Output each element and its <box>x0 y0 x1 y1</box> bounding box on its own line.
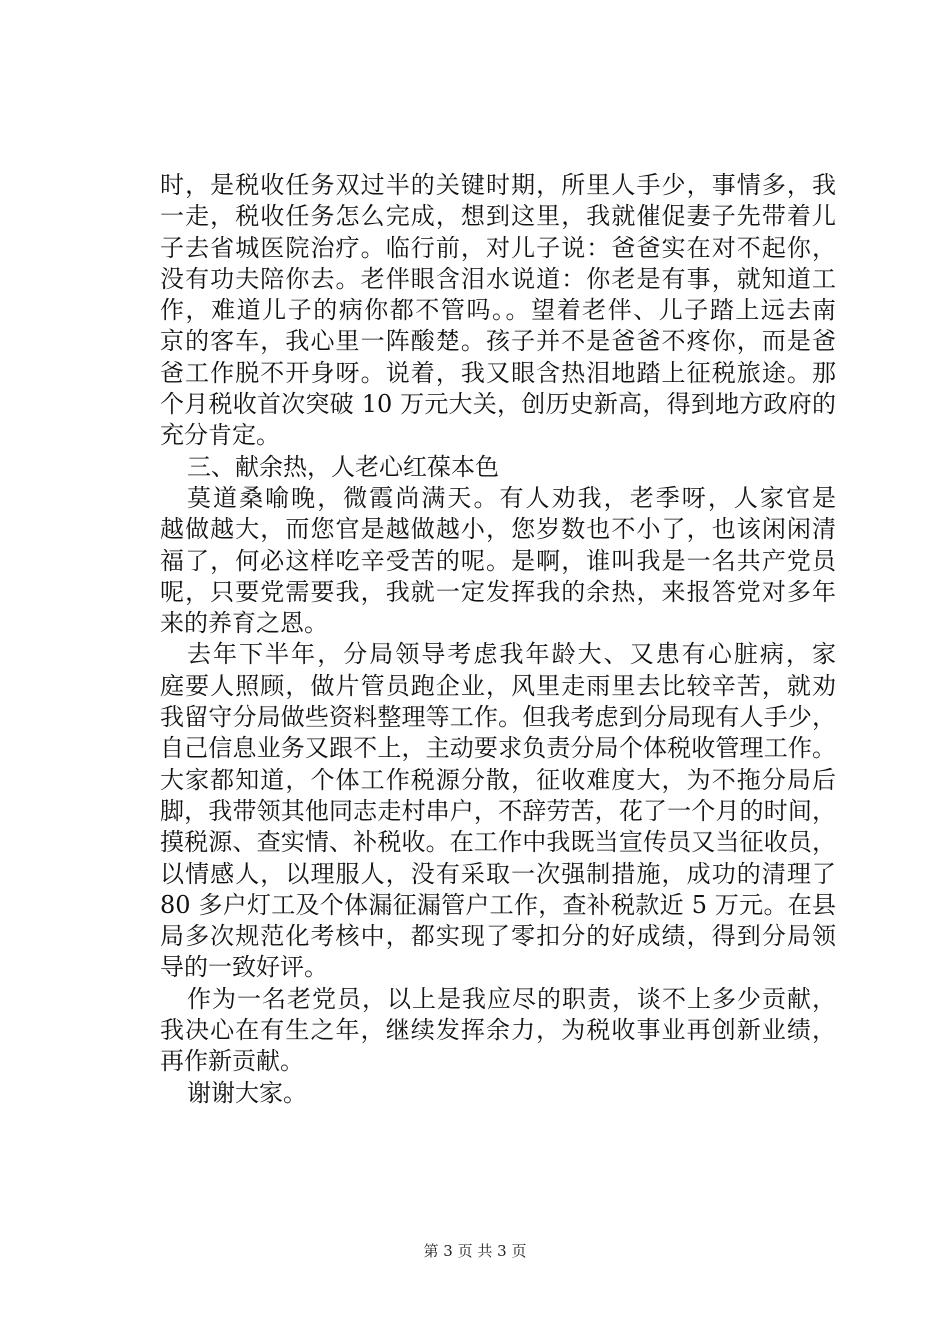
text-line: 脚，我带领其他同志走村串户，不辞劳苦，花了一个月的时间， <box>160 796 836 825</box>
text-line: 我决心在有生之年，继续发挥余力，为税收事业再创新业绩， <box>160 1016 836 1045</box>
text-line: 福了，何必这样吃辛受苦的呢。是啊，谁叫我是一名共产党员 <box>160 546 836 575</box>
text-line: 大家都知道，个体工作税源分散，征收难度大，为不拖分局后 <box>160 765 836 794</box>
text-line: 爸工作脱不开身呀。说着，我又眼含热泪地踏上征税旅途。那 <box>160 358 836 387</box>
text-line: 个月税收首次突破 10 万元大关，创历史新高，得到地方政府的 <box>160 390 836 419</box>
text-line: 作为一名老党员，以上是我应尽的职责，谈不上多少贡献， <box>187 984 836 1013</box>
text-line: 莫道桑喻晚，微霞尚满天。有人劝我，老季呀，人家官是 <box>187 483 836 512</box>
text-line: 三、献余热，人老心红葆本色 <box>187 452 499 481</box>
text-line: 充分肯定。 <box>160 421 280 450</box>
text-line: 越做越大，而您官是越做越小，您岁数也不小了，也该闲闲清 <box>160 515 836 544</box>
text-line: 没有功夫陪你去。老伴眼含泪水说道：你老是有事，就知道工 <box>160 264 836 293</box>
text-line: 80 多户灯工及个体漏征漏管户工作，查补税款近 5 万元。在县 <box>160 890 836 919</box>
text-line: 自己信息业务又跟不上，主动要求负责分局个体税收管理工作。 <box>160 734 836 763</box>
text-line: 以情感人，以理服人，没有采取一次强制措施，成功的清理了 <box>160 859 836 888</box>
body-text <box>160 170 836 1109</box>
text-line: 局多次规范化考核中，都实现了零扣分的好成绩，得到分局领 <box>160 922 836 951</box>
text-line: 一走，税收任务怎么完成，想到这里，我就催促妻子先带着儿 <box>160 202 836 231</box>
text-line: 作，难道儿子的病你都不管吗。。望着老伴、儿子踏上远去南 <box>160 296 836 325</box>
text-line: 我留守分局做些资料整理等工作。但我考虑到分局现有人手少， <box>160 703 836 732</box>
text-line: 时，是税收任务双过半的关键时期，所里人手少，事情多，我 <box>160 171 836 199</box>
text-line: 京的客车，我心里一阵酸楚。孩子并不是爸爸不疼你，而是爸 <box>160 327 836 356</box>
text-line: 子去省城医院治疗。临行前，对儿子说：爸爸实在对不起你， <box>160 233 836 262</box>
text-line: 导的一致好评。 <box>160 953 328 982</box>
text-line: 呢，只要党需要我，我就一定发挥我的余热，来报答党对多年 <box>160 577 836 606</box>
page-footer: 第 3 页 共 3 页 <box>423 1242 527 1260</box>
text-line: 摸税源、查实情、补税收。在工作中我既当宣传员又当征收员， <box>160 828 836 857</box>
text-line: 谢谢大家。 <box>187 1078 307 1107</box>
text-line: 去年下半年，分局领导考虑我年龄大、又患有心脏病，家 <box>187 640 836 669</box>
text-line: 庭要人照顾，做片管员跑企业，风里走雨里去比较辛苦，就劝 <box>160 671 836 700</box>
text-line: 来的养育之恩。 <box>160 609 328 638</box>
text-line: 再作新贡献。 <box>160 1047 304 1076</box>
